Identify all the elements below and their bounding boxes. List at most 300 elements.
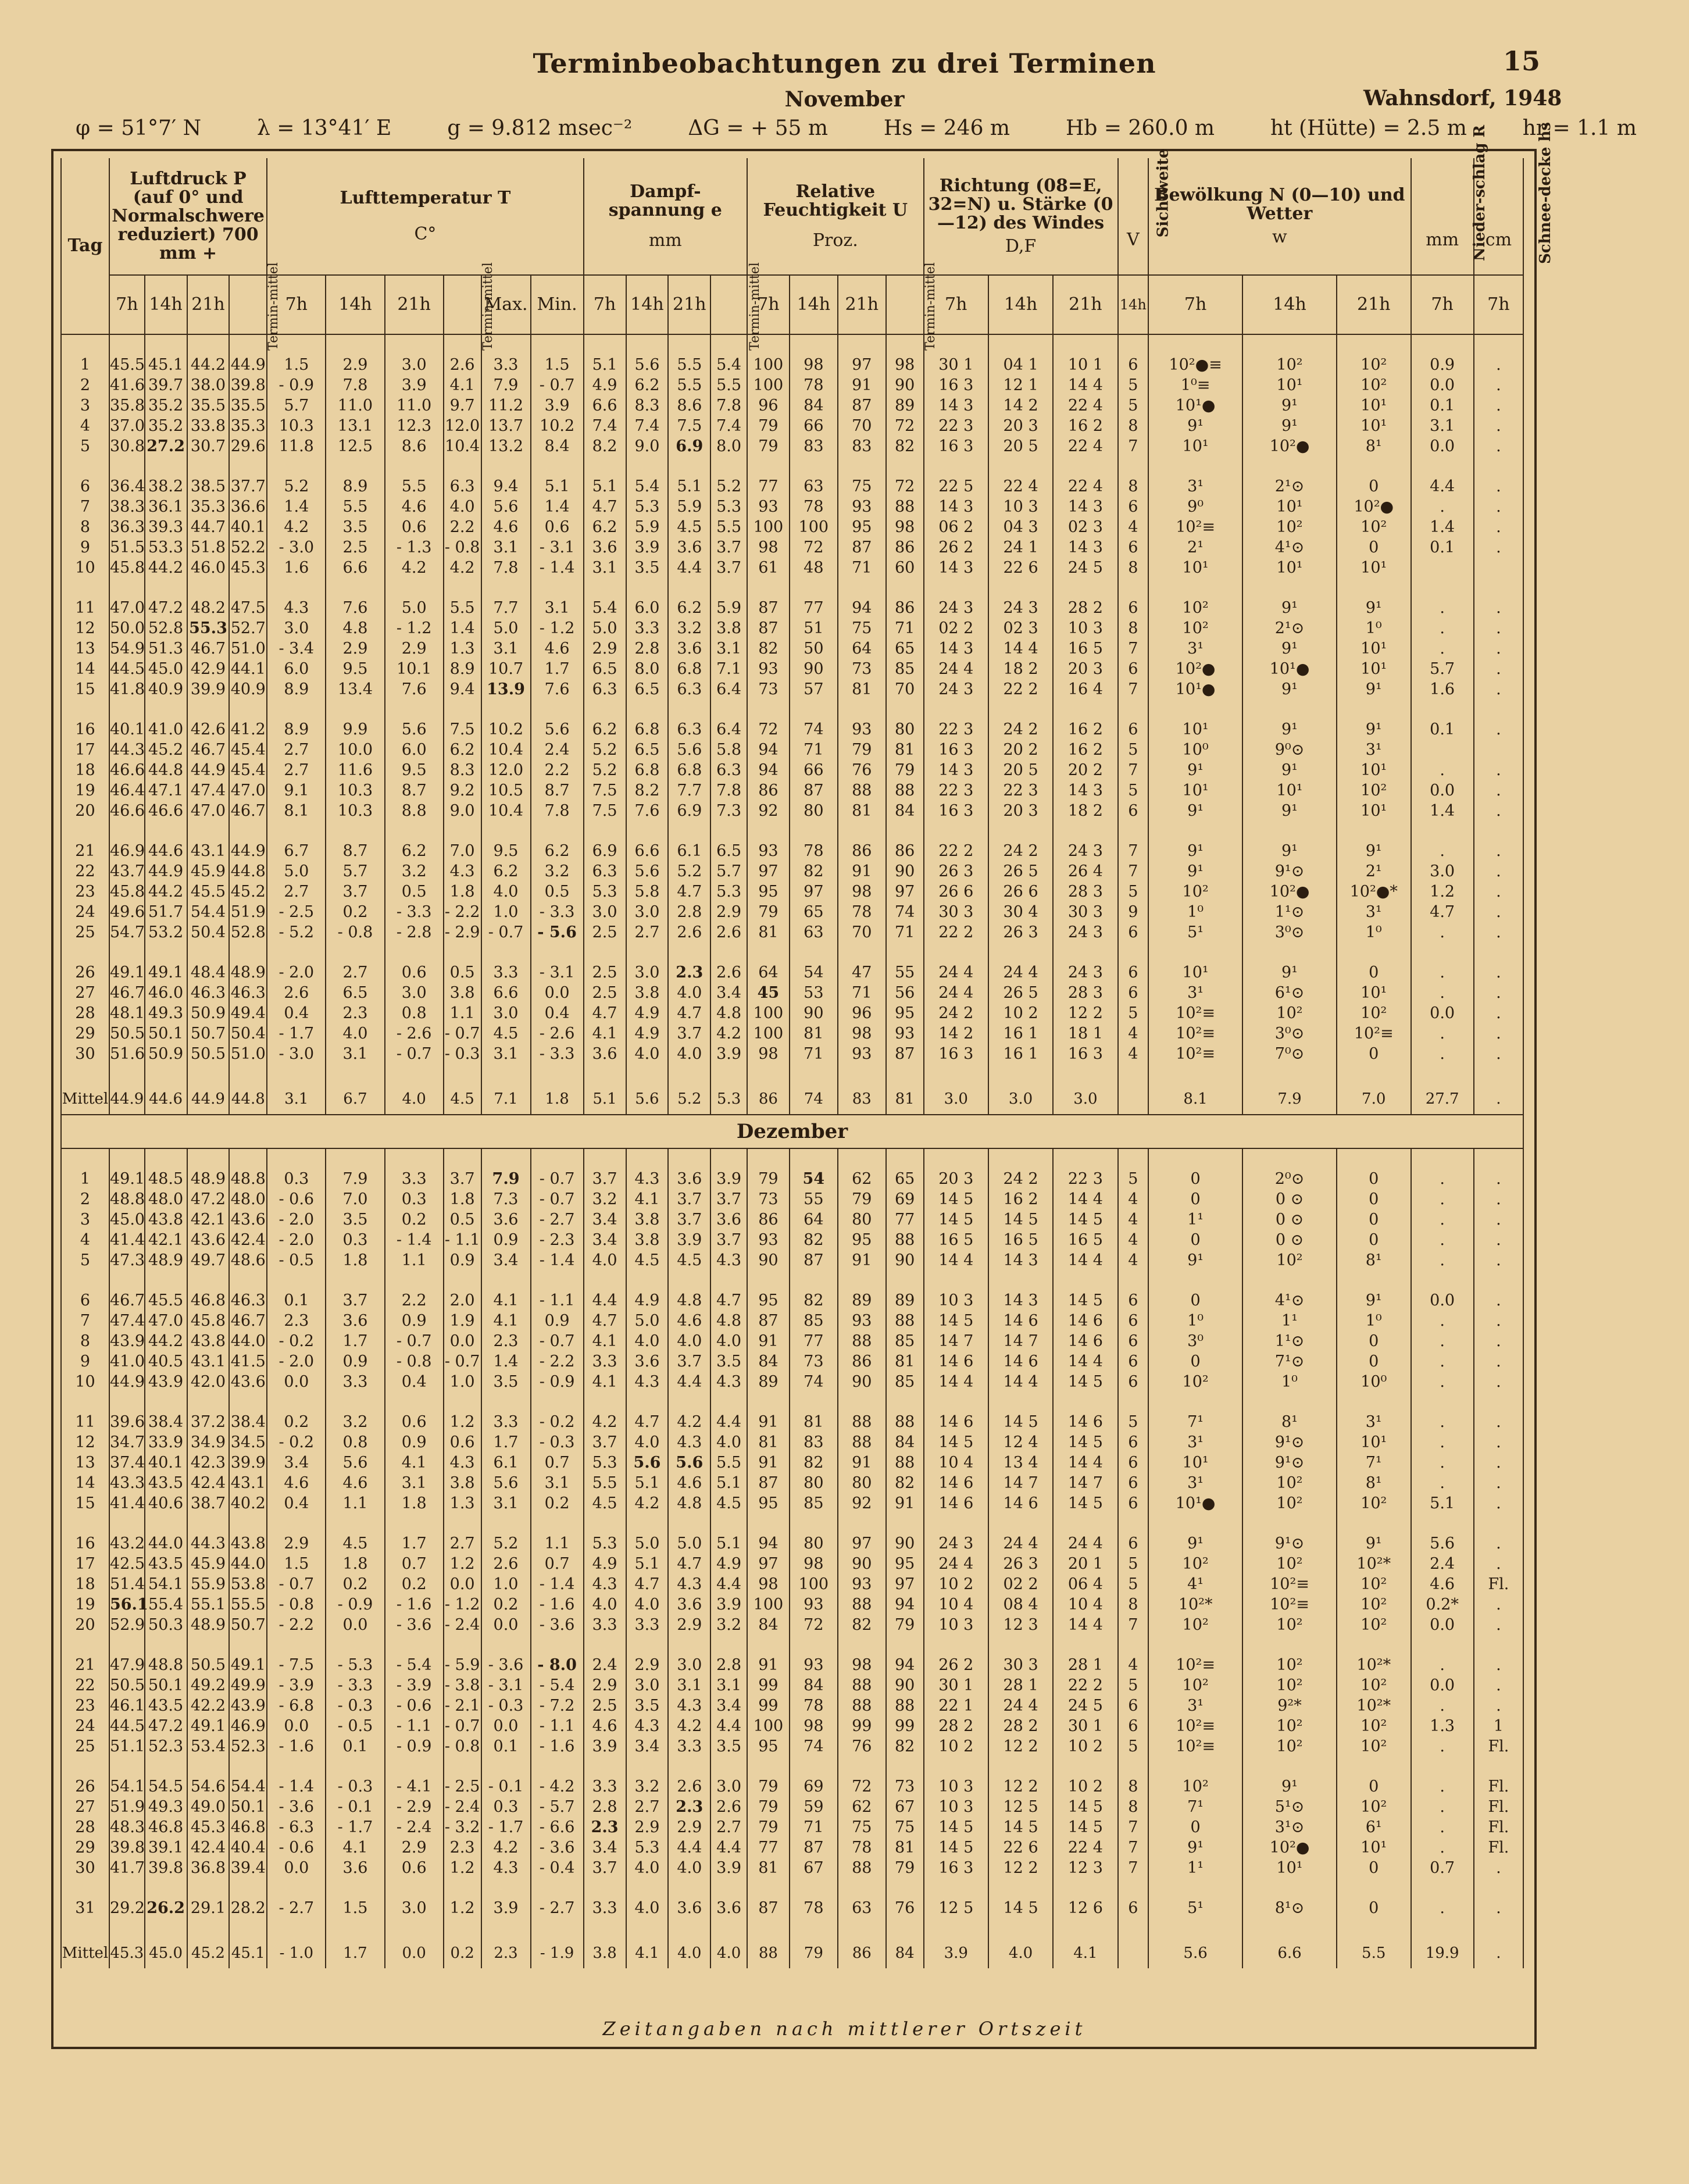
table-cell: . xyxy=(1411,1169,1474,1189)
spacer-cell xyxy=(886,1148,924,1169)
table-cell: 60 xyxy=(886,558,924,578)
spacer-cell xyxy=(145,700,187,719)
table-cell: 3.8 xyxy=(710,618,747,638)
table-cell: 4 xyxy=(1118,1023,1149,1044)
table-cell: 10² xyxy=(1148,882,1242,902)
table-cell: . xyxy=(1474,760,1523,780)
table-cell: 4.2 xyxy=(444,558,481,578)
table-cell: . xyxy=(1411,1473,1474,1493)
table-cell: 5.4 xyxy=(626,476,669,497)
spacer-cell xyxy=(229,821,267,841)
table-cell: 26 3 xyxy=(988,922,1053,943)
table-cell: 6 xyxy=(1118,598,1149,618)
table-cell: 80 xyxy=(790,1533,838,1554)
table-cell: 0.0 xyxy=(267,1858,326,1878)
spacer-cell xyxy=(790,1392,838,1412)
table-cell: 3.4 xyxy=(584,1837,626,1858)
table-cell: . xyxy=(1411,760,1474,780)
table-cell: 6.0 xyxy=(385,740,444,760)
table-cell: 10² xyxy=(1148,1776,1242,1797)
spacer-row xyxy=(61,1757,1523,1776)
table-cell: 87 xyxy=(790,1250,838,1271)
table-row xyxy=(61,679,1523,700)
spacer-cell xyxy=(109,456,145,476)
table-cell: . xyxy=(1474,1675,1523,1696)
table-cell: 90 xyxy=(886,861,924,882)
spacer-cell xyxy=(1053,1635,1117,1655)
spacer-cell xyxy=(109,1392,145,1412)
table-cell: 9¹ xyxy=(1337,1290,1411,1311)
spacer-cell xyxy=(267,1514,326,1533)
table-cell: 0.7 xyxy=(1411,1858,1474,1878)
table-cell: 88 xyxy=(747,1938,790,1968)
table-row xyxy=(61,861,1523,882)
table-cell: 8.3 xyxy=(626,395,669,416)
table-cell: 14 3 xyxy=(988,1290,1053,1311)
table-cell: 67 xyxy=(886,1797,924,1817)
table-cell: 86 xyxy=(838,1351,886,1372)
spacer-cell xyxy=(626,1918,669,1938)
table-cell: 80 xyxy=(790,801,838,821)
table-cell: 3.9 xyxy=(710,1169,747,1189)
table-cell: 3.6 xyxy=(481,1209,531,1230)
table-cell: 48.1 xyxy=(109,1004,145,1022)
table-cell: 10² xyxy=(1242,1250,1337,1271)
table-cell: 6 xyxy=(1118,355,1149,375)
table-cell: 0 xyxy=(1337,1331,1411,1351)
table-cell: 7.1 xyxy=(710,659,747,679)
day-cell: 13 xyxy=(61,638,109,659)
spacer-cell xyxy=(1118,1878,1149,1898)
spacer-cell xyxy=(531,1918,584,1938)
table-cell: 38.0 xyxy=(187,375,230,395)
table-cell: 10² xyxy=(1242,517,1337,537)
spacer-cell xyxy=(109,334,145,355)
table-cell: 6.6 xyxy=(626,841,669,861)
table-cell: 1⁰ xyxy=(1337,618,1411,638)
table-cell: 10 1 xyxy=(1053,355,1117,375)
table-cell: 10.5 xyxy=(481,780,531,801)
table-cell: 51.4 xyxy=(109,1575,145,1593)
table-cell: 41.0 xyxy=(145,719,187,740)
table-row xyxy=(61,1189,1523,1209)
table-cell: 02 2 xyxy=(988,1574,1053,1594)
table-cell: 100 xyxy=(747,1594,790,1615)
table-cell: 4.6 xyxy=(326,1473,384,1493)
day-cell: 21 xyxy=(61,841,109,861)
table-cell: 2.4 xyxy=(1411,1554,1474,1574)
table-cell: 24 3 xyxy=(924,598,988,618)
sub-t-max: Max. xyxy=(481,275,531,334)
col-precip-label: Nieder-schlag R xyxy=(1470,124,1488,262)
table-cell: 95 xyxy=(838,1230,886,1250)
table-cell: 88 xyxy=(838,1331,886,1351)
table-cell: . xyxy=(1411,618,1474,638)
spacer-cell xyxy=(838,1064,886,1084)
table-cell: 7.3 xyxy=(481,1189,531,1209)
table-cell: 10²≡ xyxy=(1242,1594,1337,1615)
table-cell: 12 6 xyxy=(1053,1898,1117,1918)
table-cell: 52.8 xyxy=(229,922,267,943)
table-cell: 10² xyxy=(1337,517,1411,537)
table-cell: 83 xyxy=(838,436,886,456)
spacer-row xyxy=(61,1514,1523,1533)
spacer-cell xyxy=(385,1757,444,1776)
table-cell: 81 xyxy=(886,1837,924,1858)
spacer-cell xyxy=(145,943,187,962)
mean-label: Mittel xyxy=(61,1084,109,1115)
table-cell: 51.7 xyxy=(145,902,187,922)
sub-t-14: 14h xyxy=(326,275,384,334)
table-cell: 2.6 xyxy=(668,922,710,943)
spacer-cell xyxy=(145,1148,187,1169)
table-cell: 4.4 xyxy=(668,1837,710,1858)
spacer-cell xyxy=(531,578,584,598)
table-cell: 6 xyxy=(1118,983,1149,1003)
table-cell: 5.5 xyxy=(584,1473,626,1493)
table-cell: 29.2 xyxy=(109,1899,145,1917)
table-cell: 6.8 xyxy=(668,760,710,780)
table-cell: 88 xyxy=(886,1453,924,1473)
table-cell: 55.1 xyxy=(187,1594,230,1615)
table-cell: 70 xyxy=(886,679,924,700)
day-cell: 24 xyxy=(61,1716,109,1736)
spacer-cell xyxy=(229,943,267,962)
table-cell: 0.0 xyxy=(1411,375,1474,395)
table-cell: 93 xyxy=(790,1655,838,1675)
table-cell: 35.5 xyxy=(229,395,267,416)
table-cell: 7¹ xyxy=(1148,1412,1242,1432)
table-cell: 29.6 xyxy=(229,436,267,456)
table-cell: 4.0 xyxy=(626,1858,669,1878)
table-cell: 10⁰ xyxy=(1148,740,1242,760)
table-cell: 2.6 xyxy=(668,1776,710,1797)
spacer-row xyxy=(61,1878,1523,1898)
spacer-cell xyxy=(109,1064,145,1084)
table-cell: 1.2 xyxy=(444,1858,481,1878)
table-cell: 10² xyxy=(1148,1372,1242,1392)
table-cell: 0.2 xyxy=(444,1938,481,1968)
spacer-cell xyxy=(444,1878,481,1898)
table-cell: - 2.0 xyxy=(267,1230,326,1250)
table-cell: 6 xyxy=(1118,1372,1149,1392)
spacer-cell xyxy=(584,1271,626,1290)
sub-t-mean-label: Termin-mittel xyxy=(480,262,495,351)
spacer-cell xyxy=(481,943,531,962)
table-cell: 0.3 xyxy=(385,1189,444,1209)
spacer-cell xyxy=(481,821,531,841)
table-cell: 79 xyxy=(747,1776,790,1797)
table-cell: 67 xyxy=(790,1858,838,1878)
table-cell: . xyxy=(1411,497,1474,517)
col-snow-unit: cm xyxy=(1485,230,1512,250)
table-cell: 10²≡ xyxy=(1337,1023,1411,1044)
spacer-cell xyxy=(710,334,747,355)
spacer-cell xyxy=(187,700,230,719)
table-cell: 46.3 xyxy=(229,983,267,1003)
spacer-cell xyxy=(924,456,988,476)
table-cell: 14 4 xyxy=(988,1372,1053,1392)
col-wind xyxy=(924,158,1118,275)
table-cell: 100 xyxy=(747,1716,790,1736)
table-cell: 0.3 xyxy=(481,1797,531,1817)
table-cell: 44.9 xyxy=(187,1084,230,1115)
table-cell: 88 xyxy=(838,1432,886,1453)
table-cell: 5.2 xyxy=(668,1084,710,1115)
spacer-cell xyxy=(886,578,924,598)
table-cell: 22 3 xyxy=(924,780,988,801)
table-cell: 8 xyxy=(1118,416,1149,436)
table-cell: 10⁰ xyxy=(1337,1372,1411,1392)
table-cell: 3.7 xyxy=(584,1169,626,1189)
header-row-hours xyxy=(61,275,1523,334)
table-cell: 98 xyxy=(886,355,924,375)
table-cell: 72 xyxy=(838,1776,886,1797)
table-cell: 82 xyxy=(790,1290,838,1311)
month-title-november: November xyxy=(784,87,905,112)
table-cell: 45.0 xyxy=(145,1938,187,1968)
day-cell: 12 xyxy=(61,618,109,638)
spacer-cell xyxy=(1337,1918,1411,1938)
table-cell: 1.7 xyxy=(481,1432,531,1453)
table-cell: . xyxy=(1474,1554,1523,1574)
table-cell: 1.8 xyxy=(326,1250,384,1271)
spacer-cell xyxy=(481,1918,531,1938)
table-cell: - 3.0 xyxy=(267,537,326,558)
table-cell: 4.9 xyxy=(710,1554,747,1574)
table-cell: 2.7 xyxy=(267,882,326,902)
table-cell: 52.2 xyxy=(229,537,267,558)
table-cell: 46.9 xyxy=(229,1716,267,1736)
param-longitude: λ = 13°41′ E xyxy=(256,116,392,140)
table-cell: 30 3 xyxy=(988,1655,1053,1675)
table-cell: 75 xyxy=(838,1817,886,1837)
table-cell: 2.9 xyxy=(584,638,626,659)
spacer-cell xyxy=(886,1064,924,1084)
table-cell: 38.4 xyxy=(145,1412,187,1432)
table-cell: 1.4 xyxy=(1411,517,1474,537)
spacer-cell xyxy=(1411,578,1474,598)
table-cell: 8.1 xyxy=(267,801,326,821)
table-cell: 3.1 xyxy=(1411,416,1474,436)
spacer-cell xyxy=(710,1757,747,1776)
table-cell: - 1.1 xyxy=(531,1716,584,1736)
table-cell: 3.4 xyxy=(481,1250,531,1271)
table-cell: 98 xyxy=(838,1023,886,1044)
table-cell: 44.9 xyxy=(187,760,230,780)
table-cell: 5.6 xyxy=(626,1084,669,1115)
table-cell: 14 4 xyxy=(924,1372,988,1392)
table-cell: 08 4 xyxy=(988,1594,1053,1615)
spacer-cell xyxy=(187,1878,230,1898)
table-cell: . xyxy=(1474,679,1523,700)
table-cell: 1¹ xyxy=(1148,1209,1242,1230)
spacer-cell xyxy=(584,1148,626,1169)
table-cell: 24 2 xyxy=(924,1003,988,1023)
table-cell: 9¹ xyxy=(1337,1533,1411,1554)
table-cell: 50.4 xyxy=(229,1023,267,1044)
table-cell: 66 xyxy=(790,760,838,780)
table-cell: 0.0 xyxy=(326,1615,384,1635)
day-cell: 10 xyxy=(61,1372,109,1392)
table-row xyxy=(61,1594,1523,1615)
spacer-cell xyxy=(1053,1392,1117,1412)
table-cell: 1⁰ xyxy=(1337,922,1411,943)
spacer-cell xyxy=(838,1878,886,1898)
table-cell: 9¹ xyxy=(1148,1250,1242,1271)
table-cell: 2¹ xyxy=(1148,537,1242,558)
table-cell: 93 xyxy=(838,497,886,517)
table-cell: 14 7 xyxy=(924,1331,988,1351)
spacer-cell xyxy=(1242,821,1337,841)
table-cell: 22 2 xyxy=(924,922,988,943)
table-cell: 4.8 xyxy=(710,1311,747,1331)
table-cell: 5 xyxy=(1118,1675,1149,1696)
table-cell: 50.4 xyxy=(187,922,230,943)
spacer-cell xyxy=(1474,334,1523,355)
table-cell: 89 xyxy=(838,1290,886,1311)
table-cell: 0 xyxy=(1337,1351,1411,1372)
table-cell: 9²* xyxy=(1242,1696,1337,1716)
table-cell: 5.5 xyxy=(385,476,444,497)
table-cell: 5.9 xyxy=(626,517,669,537)
table-cell: 4.2 xyxy=(584,1412,626,1432)
spacer-cell xyxy=(626,1271,669,1290)
table-cell: 2.9 xyxy=(668,1615,710,1635)
table-cell: 52.8 xyxy=(145,618,187,638)
spacer-cell xyxy=(109,1878,145,1898)
table-cell: - 0.3 xyxy=(444,1044,481,1064)
day-cell: 3 xyxy=(61,395,109,416)
table-cell: 8.6 xyxy=(668,395,710,416)
table-cell: 5.3 xyxy=(626,497,669,517)
table-cell: 44.2 xyxy=(187,355,230,375)
spacer-cell xyxy=(1148,1878,1242,1898)
table-cell: 10² xyxy=(1337,1594,1411,1615)
table-cell: 81 xyxy=(886,740,924,760)
table-cell: 3.1 xyxy=(584,558,626,578)
spacer-cell xyxy=(924,1918,988,1938)
spacer-cell xyxy=(145,1878,187,1898)
spacer-cell xyxy=(886,700,924,719)
table-row xyxy=(61,517,1523,537)
table-cell: 5.1 xyxy=(668,476,710,497)
section-row-december xyxy=(61,1115,1523,1148)
table-row xyxy=(61,1230,1523,1250)
table-cell: 4.1 xyxy=(444,375,481,395)
table-cell: 3.9 xyxy=(710,1044,747,1064)
table-cell: 50.0 xyxy=(109,619,145,637)
day-cell: 25 xyxy=(61,1736,109,1757)
spacer-cell xyxy=(531,1271,584,1290)
table-cell: 42.4 xyxy=(187,1473,230,1493)
table-cell: 0 xyxy=(1148,1169,1242,1189)
table-cell: . xyxy=(1474,1655,1523,1675)
table-cell: 84 xyxy=(886,801,924,821)
spacer-cell xyxy=(145,334,187,355)
table-cell: 80 xyxy=(838,1473,886,1493)
spacer-cell xyxy=(531,456,584,476)
table-cell: . xyxy=(1474,1938,1523,1968)
table-cell: - 0.2 xyxy=(267,1331,326,1351)
table-cell: 24 3 xyxy=(1053,922,1117,943)
table-cell: 45.0 xyxy=(109,1211,145,1229)
table-cell: 12.5 xyxy=(326,436,384,456)
table-cell: 0.8 xyxy=(326,1432,384,1453)
table-cell: 14 5 xyxy=(1053,1797,1117,1817)
table-cell: 10¹ xyxy=(1148,780,1242,801)
table-cell: 2.9 xyxy=(326,638,384,659)
table-cell: 5 xyxy=(1118,1736,1149,1757)
table-cell: 81 xyxy=(790,1412,838,1432)
table-cell: - 1.1 xyxy=(531,1290,584,1311)
table-cell: 11.2 xyxy=(481,395,531,416)
table-cell: 4.5 xyxy=(668,1250,710,1271)
spacer-cell xyxy=(326,334,384,355)
table-cell: 93 xyxy=(747,841,790,861)
table-cell: 44.5 xyxy=(109,1717,145,1735)
table-cell: 22 2 xyxy=(924,841,988,861)
table-cell: 10 3 xyxy=(924,1776,988,1797)
table-cell: 3.8 xyxy=(626,983,669,1003)
table-cell: 14 5 xyxy=(988,1412,1053,1432)
spacer-cell xyxy=(267,1918,326,1938)
spacer-cell xyxy=(988,1757,1053,1776)
table-cell: 9.5 xyxy=(385,760,444,780)
table-cell: 3.1 xyxy=(326,1044,384,1064)
table-cell: . xyxy=(1411,1412,1474,1432)
spacer-cell xyxy=(229,1918,267,1938)
table-cell: 10¹● xyxy=(1148,679,1242,700)
table-cell: 99 xyxy=(886,1716,924,1736)
table-cell: 9.0 xyxy=(626,436,669,456)
spacer-cell xyxy=(626,1635,669,1655)
table-cell: 4.9 xyxy=(584,375,626,395)
table-cell: 28 3 xyxy=(1053,983,1117,1003)
table-cell: 64 xyxy=(747,962,790,983)
spacer-cell xyxy=(1474,700,1523,719)
table-cell: 2.8 xyxy=(668,902,710,922)
table-cell: 40.1 xyxy=(145,1453,187,1473)
table-cell: 16 3 xyxy=(924,1858,988,1878)
table-cell: 1.8 xyxy=(326,1554,384,1574)
spacer-cell xyxy=(668,821,710,841)
table-cell: . xyxy=(1474,1493,1523,1514)
spacer-cell xyxy=(924,1064,988,1084)
table-cell: 20 5 xyxy=(988,436,1053,456)
table-cell: 10.4 xyxy=(481,801,531,821)
table-cell: 6 xyxy=(1118,1311,1149,1331)
table-cell: 46.8 xyxy=(229,1817,267,1837)
table-cell: 48.6 xyxy=(229,1250,267,1271)
table-cell: 45.2 xyxy=(187,1938,230,1968)
table-cell: 86 xyxy=(747,1084,790,1115)
table-cell: 84 xyxy=(886,1432,924,1453)
spacer-cell xyxy=(109,1635,145,1655)
table-cell: 55.5 xyxy=(229,1594,267,1615)
table-cell: 30.8 xyxy=(109,437,145,455)
spacer-cell xyxy=(1148,1918,1242,1938)
table-body xyxy=(61,334,1523,1968)
day-cell: 10 xyxy=(61,558,109,578)
table-cell: 9¹ xyxy=(1337,841,1411,861)
table-cell: 4.3 xyxy=(267,598,326,618)
table-cell: 16 3 xyxy=(924,1044,988,1064)
table-cell: - 2.2 xyxy=(531,1351,584,1372)
table-cell: - 8.0 xyxy=(531,1655,584,1675)
spacer-cell xyxy=(710,1635,747,1655)
table-cell: 13.9 xyxy=(481,679,531,700)
